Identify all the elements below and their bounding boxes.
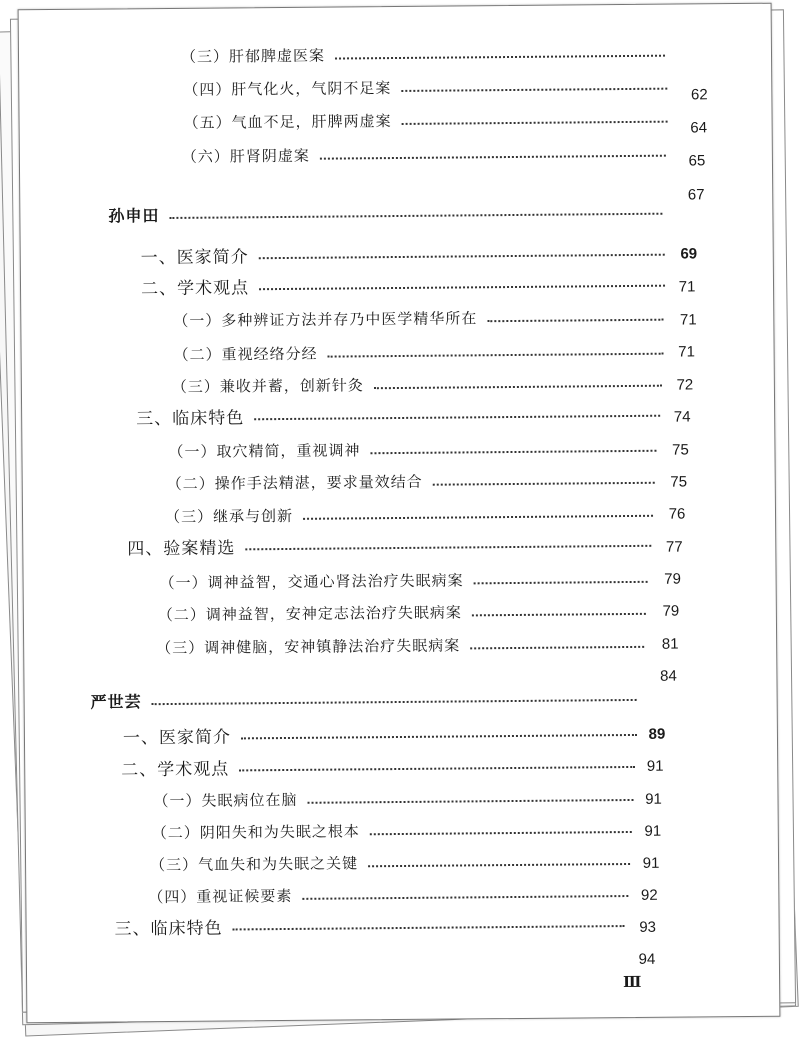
page-number: 89	[648, 725, 666, 743]
leader-dots	[487, 319, 663, 323]
leader-dots	[402, 121, 668, 125]
toc-entry[interactable]	[183, 72, 673, 102]
toc-entry[interactable]	[158, 597, 652, 627]
leader-dots	[169, 213, 662, 219]
toc-entry-title: 一、医家简介	[140, 246, 249, 268]
page-number: 69	[680, 245, 698, 263]
leader-dots	[370, 831, 632, 835]
leader-dots	[433, 482, 655, 486]
leader-dots	[259, 254, 665, 260]
page-number: 76	[668, 505, 686, 523]
toc-entry-title: 四、验案精选	[127, 537, 236, 559]
leader-dots	[245, 545, 651, 551]
page-number: 77	[665, 538, 683, 556]
page-number: 92	[640, 886, 658, 904]
page-number: 91	[642, 854, 660, 872]
toc-entry[interactable]	[173, 337, 669, 367]
page-number: 94	[638, 950, 656, 968]
page-number: 71	[679, 311, 697, 329]
toc-entry[interactable]	[172, 369, 668, 399]
toc-entry-title: （一）调神益智，交通心肾法治疗失眠病案	[159, 570, 464, 592]
toc-entry-title: 二、学术观点	[140, 277, 250, 299]
toc-entry[interactable]	[141, 269, 671, 300]
page-number: 91	[644, 822, 662, 840]
page-number: 91	[646, 757, 664, 775]
page-number: 79	[664, 570, 682, 588]
page-number: 84	[660, 667, 677, 685]
toc-entry[interactable]	[173, 303, 669, 333]
toc-entry-title: 三、临床特色	[136, 407, 245, 429]
toc-entry[interactable]	[136, 399, 666, 430]
toc-entry-title: （六）肝肾阴虚案	[181, 146, 310, 166]
toc-entry-title: （二）重视经络分经	[173, 344, 318, 364]
page-number: 93	[639, 918, 657, 936]
leader-dots	[152, 699, 637, 705]
toc-entry[interactable]	[153, 783, 639, 813]
toc-entry-title: （三）气血失和为失眠之关键	[149, 853, 359, 874]
leader-dots	[233, 925, 625, 930]
toc-entry[interactable]	[156, 630, 650, 660]
toc-entry-title: （一）取穴精简，重视调神	[168, 440, 361, 461]
leader-dots	[472, 613, 646, 617]
toc-entry[interactable]	[152, 815, 638, 845]
author-name: 严世芸	[90, 691, 142, 712]
leader-dots	[303, 515, 653, 520]
toc-entry-title: （三）肝郁脾虚医案	[180, 46, 326, 66]
toc-entry-title: 三、临床特色	[114, 918, 223, 939]
page-number: 65	[688, 152, 706, 170]
leader-dots	[328, 353, 664, 358]
toc-entry[interactable]	[148, 879, 634, 909]
toc-entry[interactable]	[167, 466, 661, 496]
page-number: 64	[690, 119, 708, 137]
toc-entry[interactable]	[181, 39, 671, 69]
page-folio: Ⅲ	[623, 974, 642, 992]
toc-entry-title: （二）操作手法精湛，要求量效结合	[166, 472, 423, 493]
toc-entry[interactable]	[165, 499, 659, 529]
leader-dots	[320, 155, 666, 160]
toc-entry-title: （三）兼收并蓄，创新针灸	[171, 375, 364, 396]
leader-dots	[241, 734, 637, 739]
toc-entry-title: （一）失眠病位在脑	[153, 790, 298, 810]
leader-dots	[259, 285, 665, 291]
leader-dots	[401, 88, 667, 92]
toc-entry-title: （一）多种辨证方法并存乃中医学精华所在	[173, 308, 478, 330]
toc-entry-title: （二）调神益智，安神定志法治疗失眠病案	[157, 602, 462, 624]
toc-entry-title: （三）调神健脑，安神镇静法治疗失眠病案	[156, 635, 461, 657]
toc-entry-title: （五）气血不足，肝脾两虚案	[183, 111, 392, 132]
toc-entry[interactable]	[127, 529, 657, 560]
toc-author-sun[interactable]	[108, 197, 668, 228]
toc-author-yan[interactable]	[91, 683, 643, 714]
page-number: 75	[670, 473, 688, 491]
leader-dots	[239, 766, 635, 771]
toc-entry[interactable]	[168, 434, 662, 464]
page-number: 81	[661, 635, 679, 653]
toc-entry-title: （四）重视证候要素	[148, 886, 293, 906]
toc-entry[interactable]	[121, 750, 641, 781]
toc-entry-title: 二、学术观点	[121, 758, 230, 780]
page-number: 74	[673, 408, 691, 426]
leader-dots	[370, 450, 656, 454]
toc-entry[interactable]	[114, 909, 630, 940]
author-name: 孙申田	[108, 205, 160, 226]
page-number: 67	[687, 186, 705, 204]
toc-entry-title: （三）继承与创新	[164, 506, 294, 526]
leader-dots	[374, 385, 662, 390]
leader-dots	[335, 55, 665, 60]
toc-entry-title: 一、医家简介	[122, 726, 232, 748]
page-number: 79	[662, 602, 680, 620]
toc-entry-title: （四）肝气化火，气阴不足案	[183, 78, 392, 99]
leader-dots	[308, 799, 634, 804]
leader-dots	[302, 895, 628, 900]
page-number: 62	[690, 86, 708, 104]
leader-dots	[474, 581, 648, 585]
page-number: 71	[678, 278, 696, 296]
leader-dots	[254, 415, 660, 421]
page-number: 71	[678, 343, 696, 361]
page-number: 75	[672, 441, 689, 459]
leader-dots	[368, 863, 630, 867]
toc-entry[interactable]	[141, 238, 671, 269]
toc-entry-title: （二）阴阳失和为失眠之根本	[151, 821, 360, 842]
page-number: 72	[676, 376, 694, 394]
toc-entry[interactable]	[123, 718, 643, 749]
toc-entry[interactable]	[150, 847, 636, 877]
leader-dots	[470, 646, 644, 650]
toc-entry[interactable]	[159, 565, 653, 595]
toc-page	[18, 3, 781, 1024]
toc-entry[interactable]	[182, 139, 672, 169]
page-number: 91	[645, 790, 662, 808]
toc-entry[interactable]	[183, 105, 673, 135]
